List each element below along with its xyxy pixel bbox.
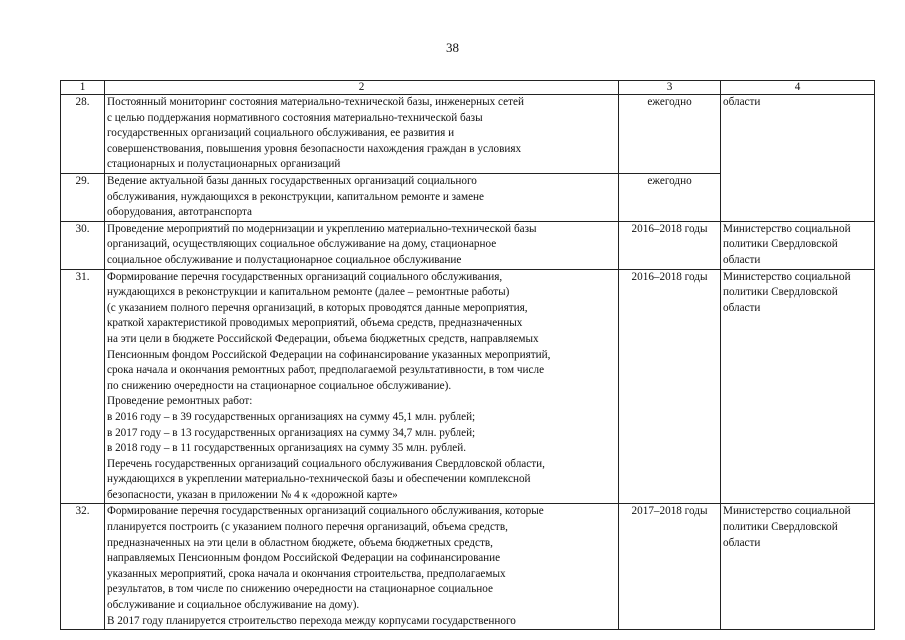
measure-text-line: (с указанием полного перечня организаций, в которых проводятся данные мероприятия,	[107, 301, 528, 314]
measure-text-line: результатов, в том числе по снижению очередности на стационарное социальное	[107, 583, 493, 596]
responsible-line: политики Свердловской	[723, 521, 838, 534]
measure-text-line: оборудования, автотранспорта	[107, 206, 253, 219]
measure-text	[105, 221, 619, 269]
measure-text-line: Проведение мероприятий по модернизации и укреплению материально-технической базы	[107, 222, 537, 235]
header-col-4: 4	[721, 81, 875, 95]
header-col-1: 1	[61, 81, 105, 95]
measure-text-line: совершенствования, повышения уровня безопасности нахождения граждан в условиях	[107, 142, 522, 155]
table-row	[61, 504, 875, 630]
measure-text-line: организаций, осуществляющих социальное обслуживание на дому, стационарное	[107, 238, 497, 251]
measure-text-line: нуждающихся в реконструкции и капитальном ремонте (далее – ремонтные работы)	[107, 286, 510, 299]
measure-text	[105, 269, 619, 504]
measure-text-line: Пенсионным фондом Российской Федерации на софинансирование указанных мероприятий,	[107, 348, 551, 361]
header-col-3: 3	[619, 81, 721, 95]
measure-text-line: по снижению очередности на стационарное социальное обслуживание).	[107, 379, 452, 392]
measure-text-line: Проведение ремонтных работ:	[107, 395, 253, 408]
measure-text-line: краткой характеристикой проводимых мероприятий, объема средств, предназначенных	[107, 317, 523, 330]
measure-text-line: в 2018 году – в 11 государственных организациях на сумму 35 млн. рублей.	[107, 442, 467, 455]
measure-text	[105, 504, 619, 630]
responsible-line: политики Свердловской	[723, 238, 838, 251]
measure-text-line: срока начала и окончания ремонтных работ, предполагаемой результативности, в том числе	[107, 364, 545, 377]
responsible-line: Министерство социальной	[723, 270, 851, 283]
responsible-cell	[721, 174, 875, 222]
responsible-line: политики Свердловской	[723, 286, 838, 299]
measures-table	[60, 80, 875, 630]
row-number: 28.	[61, 95, 105, 174]
measure-text-line: в 2016 году – в 39 государственных организациях на сумму 45,1 млн. рублей;	[107, 410, 476, 423]
measure-text-line: Постоянный мониторинг состояния материально-технической базы, инженерных сетей	[107, 96, 524, 108]
deadline-cell: ежегодно	[619, 95, 721, 174]
deadline-cell: 2016–2018 годы	[619, 269, 721, 504]
responsible-line: области	[723, 301, 761, 314]
measure-text-line: Перечень государственных организаций социального обслуживания Свердловской области,	[107, 457, 545, 470]
row-number: 31.	[61, 269, 105, 504]
measure-text-line: Формирование перечня государственных организаций социального обслуживания,	[107, 270, 503, 283]
row-number: 32.	[61, 504, 105, 630]
deadline-cell: 2016–2018 годы	[619, 221, 721, 269]
deadline-cell: ежегодно	[619, 174, 721, 222]
measure-text-line: указанных мероприятий, срока начала и окончания строительства, предполагаемых	[107, 567, 506, 580]
row-number: 30.	[61, 221, 105, 269]
measure-text	[105, 174, 619, 222]
table-row	[61, 174, 875, 222]
measure-text-line: социальное обслуживание и полустационарное социальное обслуживание	[107, 253, 462, 266]
measure-text-line: Ведение актуальной базы данных государственных организаций социального	[107, 175, 477, 187]
responsible-line: Министерство социальной	[723, 505, 851, 518]
measure-text-line: планируется построить (с указанием полного перечня организаций, объема средств,	[107, 521, 508, 534]
measure-text-line: В 2017 году планируется строительство перехода между корпусами государственного	[107, 614, 516, 627]
responsible-line: Министерство социальной	[723, 222, 851, 235]
responsible-cell	[721, 95, 875, 174]
measure-text-line: стационарных и полустационарных организаций	[107, 158, 341, 171]
responsible-cell	[721, 269, 875, 504]
measure-text-line: направляемых Пенсионным фондом Российской Федерации на софинансирование	[107, 552, 501, 565]
measure-text-line: государственных организаций социального обслуживания, ее развития и	[107, 127, 455, 140]
table-row	[61, 95, 875, 174]
page-number: 38	[446, 40, 459, 55]
responsible-cell	[721, 504, 875, 630]
measure-text-line: обслуживания, нуждающихся в реконструкции, капитальном ремонте и замене	[107, 190, 484, 203]
measure-text-line: безопасности, указан в приложении № 4 к «дорожной карте»	[107, 488, 398, 501]
header-col-2: 2	[105, 81, 619, 95]
measure-text-line: нуждающихся в укреплении материально-технической базы и обеспечении комплексной	[107, 473, 531, 486]
responsible-line: области	[723, 536, 761, 549]
table-header-row	[61, 81, 875, 95]
measure-text-line: предназначенных на эти цели в областном бюджете, объема бюджетных средств,	[107, 536, 493, 549]
responsible-line: области	[723, 253, 761, 266]
measure-text-line: в 2017 году – в 13 государственных организациях на сумму 34,7 млн. рублей;	[107, 426, 476, 439]
measure-text-line: с целью поддержания нормативного состояния материально-технической базы	[107, 111, 483, 124]
table-row	[61, 269, 875, 504]
measure-text-line: Формирование перечня государственных организаций социального обслуживания, которые	[107, 505, 544, 518]
row-number: 29.	[61, 174, 105, 222]
deadline-cell: 2017–2018 годы	[619, 504, 721, 630]
responsible-cell	[721, 221, 875, 269]
measure-text	[105, 95, 619, 174]
responsible-line: области	[723, 96, 761, 108]
measure-text-line: на эти цели в бюджете Российской Федерации, объема бюджетных средств, направляемых	[107, 332, 539, 345]
table-row	[61, 221, 875, 269]
measure-text-line: обслуживание и социальное обслуживание на дому).	[107, 599, 360, 612]
